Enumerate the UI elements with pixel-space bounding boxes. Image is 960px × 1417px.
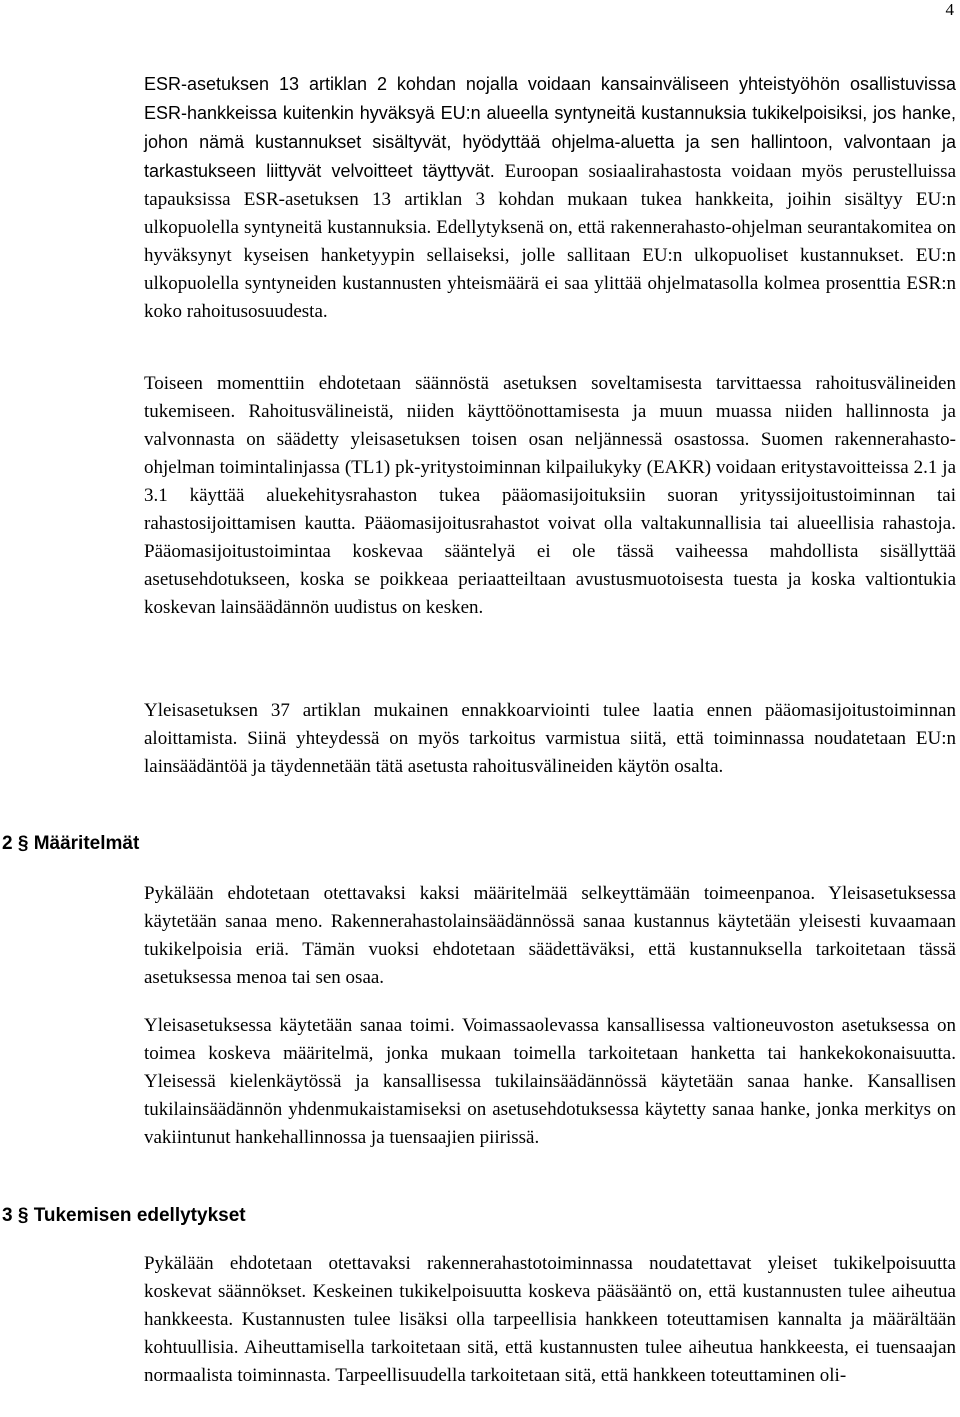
- paragraph-ex-ante-evaluation: Yleisasetuksen 37 artiklan mukainen ennakkoarviointi tulee laatia ennen pääomasijoitustoiminnan aloittamista. Siinä yhteydessä on myös tarkoitus varmistua siitä, että toiminnassa noudatetaan EU:n lainsäädäntöä ja täydennetään tätä asetusta rahoitusvälineiden käytön osalta.: [144, 700, 956, 777]
- section-heading-support-conditions: 3 § Tukemisen edellytykset: [2, 1205, 246, 1226]
- page-number: 4: [945, 0, 954, 19]
- paragraph-eligibility-rules: Pykälään ehdotetaan otettavaksi rakennerahastotoiminnassa noudatettavat yleiset tukikelpoisuutta koskevat säännökset. Keskeinen tukikelpoisuutta koskeva pääsääntö on, että kustannusten tulee aiheutua hankkeesta. Kustannusten tulee lisäksi olla tarpeellisia hankkeen toteuttamisen kannalta ja määrältään kohtuullisia. Aiheuttamisella tarkoitetaan sitä, että kustannusten tulee aiheutua hankkeesta, ei tuensaajan normaalista toiminnasta. Tarpeellisuudella tarkoitetaan sitä, että hankkeen toteuttaminen oli-: [144, 1253, 956, 1386]
- paragraph-definitions-project: Yleisasetuksessa käytetään sanaa toimi. Voimassaolevassa kansallisessa valtioneuvoston asetuksessa on toimea koskeva määritelmä, jonka mukaan toimella tarkoitetaan hanketta tai hankekokonaisuutta. Yleisessä kielenkäytössä ja kansallisessa tukilainsäädännössä käytetään sanaa hanke. Kansallisen tukilainsäädännön yhdenmukaistamiseksi on asetusehdotuksessa käytetty sanaa hanke, jonka merkitys on vakiintunut hankehallinnossa ja tuensaajien piirissä.: [144, 1015, 956, 1148]
- paragraph-esr-costs: [144, 70, 956, 326]
- paragraph-definitions-cost: Pykälään ehdotetaan otettavaksi kaksi määritelmää selkeyttämään toimeenpanoa. Yleisasetuksessa käytetään sanaa meno. Rakennerahastolainsäädännössä sanaa kustannus käytetään yleisesti kuvaamaan tukikelpoisia eriä. Tämän vuoksi ehdotetaan säädettäväksi, että kustannuksella tarkoitetaan tässä asetuksessa menoa tai sen osaa.: [144, 883, 956, 988]
- paragraph-financial-instruments: Toiseen momenttiin ehdotetaan säännöstä asetuksen soveltamisesta tarvittaessa rahoitusvälineiden tukemiseen. Rahoitusvälineistä, niiden käyttöönottamisesta ja muun muassa niiden hallinnosta ja valvonnasta on säädetty yleisasetuksen toisen osan neljännessä osastossa. Suomen rakennerahasto-ohjelman toimintalinjassa (TL1) pk-yritystoiminnan kilpailukyky (EAKR) voidaan eritystavoitteissa 2.1 ja 3.1 käyttää aluekehitysrahaston tukea pääomasijoituksiin suoran yrityssijoitustoiminnan tai rahastosijoittamisen kautta. Pääomasijoitusrahastot voivat olla valtakunnallisia tai alueellisia rahastoja. Pääomasijoitustoimintaa koskevaa sääntelyä ei ole tässä vaiheessa mahdollista sisällyttää asetusehdotukseen, koska se poikkeaa periaatteiltaan avustusmuotoisesta tuesta ja koska valtiontukia koskevan lainsäädännön uudistus on kesken.: [144, 373, 956, 618]
- section-heading-definitions: 2 § Määritelmät: [2, 833, 140, 854]
- paragraph-esr-costs-sans-part: ESR-asetuksen 13 artiklan 2 kohdan nojalla voidaan kansainväliseen yhteistyöhön osallistuvissa ESR-hankkeissa kuitenkin hyväksyä EU:n alueella syntyneitä kustannuksia tukikelpoisiksi, jos hanke, johon nämä kustannukset sisältyvät, hyödyttää ohjelma-aluetta ja sen hallintoon, valvontaan ja tarkastukseen liittyvät velvoitteet täyttyvät.: [144, 74, 956, 181]
- paragraph-esr-costs-serif-part: Euroopan sosiaalirahastosta voidaan myös perustelluissa tapauksissa ESR-asetuksen 13 artiklan 3 kohdan mukaan tukea hankkeita, joihin sisältyy EU:n ulkopuolella syntyneitä kustannuksia. Edellytyksenä on, että rakennerahasto-ohjelman seurantakomitea on hyväksynyt kyseisen hanketyypin sellaiseksi, jolle sallitaan EU:n ulkopuoliset kustannukset. EU:n ulkopuolella syntyneiden kustannusten yhteismäärä ei saa ylittää ohjelmatasolla kolmea prosenttia ESR:n koko rahoitusosuudesta.: [144, 161, 957, 322]
